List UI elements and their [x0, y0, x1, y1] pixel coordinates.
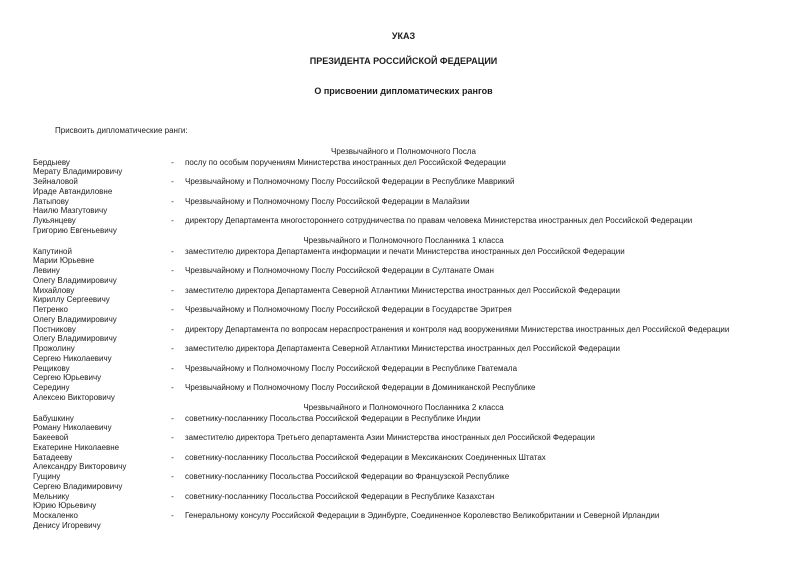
- entry-given-name: Ираде Автандиловне: [33, 186, 113, 196]
- entry-position: Чрезвычайному и Полномочному Послу Российской Федерации в Государстве Эритрея: [185, 305, 512, 314]
- entry-given-name: Екатерине Николаевне: [33, 442, 120, 452]
- entry-name: [33, 472, 163, 491]
- entry-name: [33, 305, 163, 324]
- entry-row: [0, 158, 807, 177]
- entry-given-name: Юрию Юрьевичу: [33, 501, 97, 510]
- entry-row: [0, 216, 807, 235]
- entry-surname: Постникову: [33, 324, 76, 334]
- entry-dash: -: [171, 196, 174, 206]
- entry-position: заместителю директора Департамента информации и печати Министерства иностранных дел Российской Федерации: [185, 246, 625, 256]
- entry-name: [33, 414, 163, 433]
- decree-subject-title: О присвоении дипломатических рангов: [314, 86, 493, 96]
- entry-row: [0, 472, 807, 491]
- entry-surname: Батадееву: [33, 452, 73, 462]
- entry-name: [33, 433, 163, 452]
- entry-position: Чрезвычайному и Полномочному Послу Российской Федерации в Республике Маврикий: [185, 177, 515, 186]
- entry-given-name: Денису Игоревичу: [33, 520, 101, 530]
- entry-row: [0, 305, 807, 324]
- decree-body: [0, 146, 807, 531]
- entry-given-name: Кириллу Сергеевичу: [33, 295, 110, 304]
- entry-given-name: Роману Николаевичу: [33, 423, 112, 432]
- intro-line: Присвоить дипломатические ранги:: [55, 126, 188, 135]
- entry-row: [0, 383, 807, 402]
- entry-given-name: Сергею Юрьевичу: [33, 373, 102, 382]
- entry-position: советнику-посланнику Посольства Российской Федерации в Мексиканских Соединенных Штатах: [185, 452, 546, 462]
- entry-given-name: Сергею Николаевичу: [33, 353, 112, 363]
- entry-name: [33, 492, 163, 511]
- entry-row: [0, 266, 807, 285]
- entry-dash: -: [171, 157, 174, 167]
- entry-position: советнику-посланнику Посольства Российской Федерации во Французской Республике: [185, 472, 510, 481]
- entry-dash: -: [171, 266, 174, 275]
- entry-surname: Мельнику: [33, 491, 70, 501]
- rank-section-heading: Чрезвычайного и Полномочного Посланника 2 класса: [303, 403, 504, 412]
- entry-name: [33, 247, 163, 266]
- entry-dash: -: [171, 305, 174, 314]
- entry-row: [0, 247, 807, 266]
- entry-name: [33, 216, 163, 235]
- decree-issuer-title: ПРЕЗИДЕНТА РОССИЙСКОЙ ФЕДЕРАЦИИ: [309, 56, 498, 66]
- entry-position: директору Департамента многостороннего сотрудничества по правам человека Министерства иностранных дел Российской Федерации: [185, 216, 693, 225]
- decree-type-title: УКАЗ: [391, 31, 416, 41]
- entry-row: [0, 492, 807, 511]
- entry-surname: Середину: [33, 383, 70, 392]
- entry-name: [33, 344, 163, 363]
- entry-dash: -: [171, 433, 174, 442]
- entry-surname: Москаленко: [33, 511, 78, 520]
- entry-surname: Бакеевой: [33, 433, 69, 442]
- entry-surname: Рещикову: [33, 363, 70, 373]
- entry-dash: -: [171, 177, 174, 186]
- entry-row: [0, 433, 807, 452]
- entry-row: [0, 325, 807, 344]
- entry-row: [0, 453, 807, 472]
- entry-given-name: Олегу Владимировичу: [33, 275, 117, 285]
- entry-name: [33, 197, 163, 216]
- entry-dash: -: [171, 285, 174, 295]
- entry-surname: Бердыеву: [33, 157, 70, 167]
- entry-surname: Гущину: [33, 472, 61, 481]
- entry-row: [0, 511, 807, 530]
- entry-name: [33, 511, 163, 530]
- entry-position: Генеральному консулу Российской Федерации в Эдинбурге, Соединенное Королевство Великобритании и Северной Ирландии: [185, 511, 660, 520]
- entry-surname: Капутиной: [33, 246, 72, 256]
- entry-position: Чрезвычайному и Полномочному Послу Российской Федерации в Малайзии: [185, 196, 470, 206]
- entry-position: советнику-посланнику Посольства Российской Федерации в Республике Индии: [185, 413, 481, 423]
- entry-position: послу по особым поручениям Министерства иностранных дел Российской Федерации: [185, 157, 506, 167]
- rank-section-heading: Чрезвычайного и Полномочного Посла: [331, 147, 476, 156]
- entry-name: [33, 325, 163, 344]
- entry-given-name: Мерату Владимировичу: [33, 167, 123, 176]
- entry-position: Чрезвычайному и Полномочному Послу Российской Федерации в Султанате Оман: [185, 266, 494, 275]
- entry-name: [33, 158, 163, 177]
- entry-given-name: Александру Викторовичу: [33, 462, 127, 471]
- entry-given-name: Алексею Викторовичу: [33, 392, 115, 402]
- entry-row: [0, 177, 807, 196]
- entry-name: [33, 383, 163, 402]
- entry-position: советнику-посланнику Посольства Российской Федерации в Республике Казахстан: [185, 491, 495, 501]
- entry-surname: Лукьянцеву: [33, 216, 76, 225]
- entry-surname: Прожолину: [33, 344, 75, 353]
- entry-position: директору Департамента по вопросам нераспространения и контроля над вооружениями Министерства иностранных дел Российской Федерации: [185, 324, 730, 334]
- entry-row: [0, 286, 807, 305]
- entry-name: [33, 266, 163, 285]
- entry-name: [33, 286, 163, 305]
- rank-section-heading: Чрезвычайного и Полномочного Посланника 1 класса: [303, 236, 504, 245]
- entry-row: [0, 344, 807, 363]
- entry-row: [0, 414, 807, 433]
- entry-dash: -: [171, 452, 174, 462]
- entry-given-name: Олегу Владимировичу: [33, 334, 117, 343]
- entry-dash: -: [171, 511, 174, 520]
- entry-surname: Бабушкину: [33, 413, 74, 423]
- entry-dash: -: [171, 246, 174, 256]
- entry-name: [33, 177, 163, 196]
- entry-name: [33, 453, 163, 472]
- entry-given-name: Марии Юрьевне: [33, 256, 95, 265]
- entry-given-name: Наилю Мазгутовичу: [33, 206, 108, 215]
- entry-dash: -: [171, 472, 174, 481]
- entry-position: заместителю директора Департамента Северной Атлантики Министерства иностранных дел Российской Федерации: [185, 344, 620, 353]
- entry-surname: Зейналовой: [33, 177, 78, 186]
- entry-position: заместителю директора Третьего департамента Азии Министерства иностранных дел Российской Федерации: [185, 433, 595, 442]
- entry-position: Чрезвычайному и Полномочному Послу Российской Федерации в Доминиканской Республике: [185, 383, 536, 392]
- entry-surname: Михайлову: [33, 285, 75, 295]
- entry-given-name: Григорию Евгеньевичу: [33, 225, 117, 235]
- entry-position: заместителю директора Департамента Северной Атлантики Министерства иностранных дел Российской Федерации: [185, 285, 620, 295]
- entry-given-name: Сергею Владимировичу: [33, 481, 123, 491]
- entry-dash: -: [171, 216, 174, 225]
- entry-surname: Левину: [33, 266, 60, 275]
- entry-dash: -: [171, 363, 174, 373]
- entry-position: Чрезвычайному и Полномочному Послу Российской Федерации в Республике Гватемала: [185, 363, 518, 373]
- entry-given-name: Олегу Владимировичу: [33, 314, 117, 324]
- entry-dash: -: [171, 344, 174, 353]
- entry-dash: -: [171, 491, 174, 501]
- entry-row: [0, 197, 807, 216]
- entry-surname: Петренко: [33, 305, 68, 314]
- entry-dash: -: [171, 413, 174, 423]
- entry-dash: -: [171, 383, 174, 392]
- entry-name: [33, 364, 163, 383]
- entry-surname: Латыпову: [33, 196, 69, 206]
- entry-dash: -: [171, 324, 174, 334]
- entry-row: [0, 364, 807, 383]
